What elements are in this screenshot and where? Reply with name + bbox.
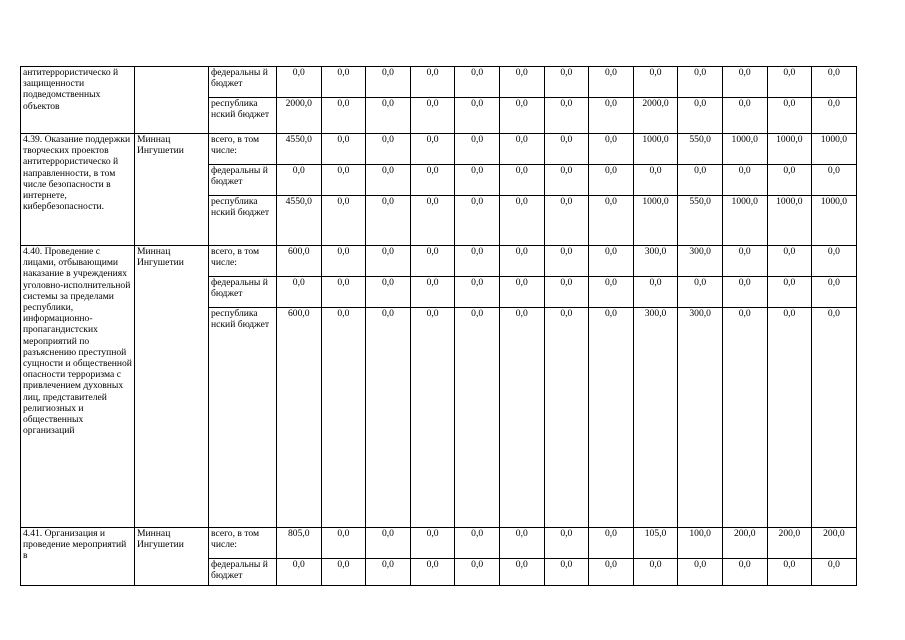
amount-cell: 0,0 (722, 67, 767, 98)
amount-cell: 0,0 (812, 67, 857, 98)
amount-cell: 0,0 (455, 134, 500, 165)
amount-cell: 0,0 (544, 196, 589, 246)
amount-cell: 0,0 (767, 246, 812, 277)
amount-cell: 0,0 (410, 277, 455, 308)
amount-cell: 0,0 (277, 165, 322, 196)
funding-source: всего, в том числе: (209, 528, 277, 559)
amount-cell: 805,0 (277, 528, 322, 559)
amount-cell: 1000,0 (812, 134, 857, 165)
amount-cell: 1000,0 (767, 196, 812, 246)
amount-cell: 200,0 (767, 528, 812, 559)
amount-cell: 0,0 (812, 165, 857, 196)
amount-cell: 0,0 (455, 165, 500, 196)
measure-executor: Миннац Ингушетии (135, 528, 209, 586)
measure-description: 4.39. Оказание поддержки творческих проектов антитеррористическо й направленности, в том числе безопасности в интернете, кибербезопасности. (21, 134, 135, 246)
amount-cell: 0,0 (321, 67, 366, 98)
measure-executor: Миннац Ингушетии (135, 246, 209, 528)
funding-source: федеральны й бюджет (209, 559, 277, 586)
amount-cell: 0,0 (321, 277, 366, 308)
amount-cell: 0,0 (410, 67, 455, 98)
amount-cell: 0,0 (321, 528, 366, 559)
amount-cell: 600,0 (277, 246, 322, 277)
amount-cell: 1000,0 (812, 196, 857, 246)
funding-source: всего, в том числе: (209, 246, 277, 277)
amount-cell: 0,0 (678, 165, 723, 196)
amount-cell: 200,0 (812, 528, 857, 559)
amount-cell: 0,0 (678, 98, 723, 134)
amount-cell: 0,0 (589, 246, 634, 277)
amount-cell: 0,0 (589, 559, 634, 586)
amount-cell: 1000,0 (767, 134, 812, 165)
amount-cell: 0,0 (678, 67, 723, 98)
amount-cell: 0,0 (812, 98, 857, 134)
amount-cell: 0,0 (589, 528, 634, 559)
amount-cell: 600,0 (277, 308, 322, 528)
funding-source: федеральны й бюджет (209, 165, 277, 196)
amount-cell: 0,0 (321, 98, 366, 134)
amount-cell: 0,0 (633, 165, 678, 196)
amount-cell: 0,0 (589, 308, 634, 528)
amount-cell: 0,0 (544, 528, 589, 559)
amount-cell: 0,0 (410, 196, 455, 246)
amount-cell: 0,0 (410, 165, 455, 196)
measure-executor: Миннац Ингушетии (135, 134, 209, 246)
amount-cell: 0,0 (544, 67, 589, 98)
amount-cell: 0,0 (499, 277, 544, 308)
amount-cell: 0,0 (767, 98, 812, 134)
amount-cell: 0,0 (366, 308, 411, 528)
amount-cell: 0,0 (410, 559, 455, 586)
amount-cell: 0,0 (321, 246, 366, 277)
amount-cell: 0,0 (499, 134, 544, 165)
amount-cell: 0,0 (455, 308, 500, 528)
amount-cell: 0,0 (633, 559, 678, 586)
amount-cell: 0,0 (499, 559, 544, 586)
amount-cell: 0,0 (499, 98, 544, 134)
table-body (21, 67, 857, 586)
amount-cell: 0,0 (812, 559, 857, 586)
amount-cell: 0,0 (410, 308, 455, 528)
amount-cell: 0,0 (589, 165, 634, 196)
amount-cell: 300,0 (678, 246, 723, 277)
amount-cell: 0,0 (366, 246, 411, 277)
amount-cell: 0,0 (499, 308, 544, 528)
amount-cell: 1000,0 (633, 134, 678, 165)
amount-cell: 0,0 (812, 308, 857, 528)
amount-cell: 0,0 (767, 559, 812, 586)
measure-description: антитеррористическо й защищенности подведомственных объектов (21, 67, 135, 134)
amount-cell: 0,0 (499, 246, 544, 277)
amount-cell: 0,0 (366, 559, 411, 586)
amount-cell: 300,0 (678, 308, 723, 528)
amount-cell: 0,0 (499, 67, 544, 98)
amount-cell: 0,0 (589, 277, 634, 308)
amount-cell: 0,0 (722, 165, 767, 196)
amount-cell: 300,0 (633, 246, 678, 277)
amount-cell: 0,0 (812, 277, 857, 308)
amount-cell: 0,0 (455, 98, 500, 134)
amount-cell: 0,0 (455, 67, 500, 98)
amount-cell: 0,0 (410, 246, 455, 277)
amount-cell: 4550,0 (277, 196, 322, 246)
amount-cell: 0,0 (678, 277, 723, 308)
amount-cell: 0,0 (633, 277, 678, 308)
amount-cell: 0,0 (455, 277, 500, 308)
budget-table (20, 66, 857, 586)
amount-cell: 0,0 (455, 559, 500, 586)
amount-cell: 0,0 (455, 196, 500, 246)
amount-cell: 300,0 (633, 308, 678, 528)
amount-cell: 0,0 (722, 559, 767, 586)
measure-description: 4.41. Организация и проведение мероприятий в (21, 528, 135, 586)
amount-cell: 0,0 (321, 559, 366, 586)
funding-source: республика нский бюджет (209, 98, 277, 134)
amount-cell: 0,0 (767, 277, 812, 308)
amount-cell: 0,0 (321, 196, 366, 246)
amount-cell: 0,0 (366, 165, 411, 196)
amount-cell: 0,0 (678, 559, 723, 586)
amount-cell: 0,0 (767, 308, 812, 528)
amount-cell: 0,0 (366, 67, 411, 98)
amount-cell: 0,0 (722, 277, 767, 308)
amount-cell: 0,0 (366, 134, 411, 165)
amount-cell: 0,0 (410, 528, 455, 559)
table-row (21, 67, 857, 98)
table-row (21, 134, 857, 165)
amount-cell: 0,0 (544, 559, 589, 586)
funding-source: республика нский бюджет (209, 196, 277, 246)
amount-cell: 0,0 (455, 246, 500, 277)
amount-cell: 0,0 (544, 98, 589, 134)
amount-cell: 0,0 (589, 196, 634, 246)
amount-cell: 0,0 (812, 246, 857, 277)
funding-source: всего, в том числе: (209, 134, 277, 165)
amount-cell: 0,0 (544, 277, 589, 308)
amount-cell: 0,0 (321, 134, 366, 165)
measure-executor (135, 67, 209, 134)
amount-cell: 0,0 (499, 165, 544, 196)
amount-cell: 0,0 (767, 165, 812, 196)
amount-cell: 0,0 (722, 98, 767, 134)
amount-cell: 0,0 (499, 528, 544, 559)
amount-cell: 0,0 (544, 246, 589, 277)
amount-cell: 550,0 (678, 134, 723, 165)
funding-source: федеральны й бюджет (209, 277, 277, 308)
table-row (21, 528, 857, 559)
table-row (21, 246, 857, 277)
amount-cell: 0,0 (455, 528, 500, 559)
amount-cell: 0,0 (277, 559, 322, 586)
funding-source: республика нский бюджет (209, 308, 277, 528)
amount-cell: 0,0 (410, 134, 455, 165)
amount-cell: 0,0 (544, 134, 589, 165)
amount-cell: 0,0 (410, 98, 455, 134)
amount-cell: 0,0 (366, 528, 411, 559)
amount-cell: 0,0 (589, 67, 634, 98)
measure-description: 4.40. Проведение с лицами, отбывающими наказание в учреждениях уголовно-исполнительной системы за пределами республики, информационно-пропагандистских мероприятий по разъяснению преступной сущности и общественной опасности терроризма с привлечением духовных лиц, представителей религиозных и общественных организаций (21, 246, 135, 528)
amount-cell: 1000,0 (722, 196, 767, 246)
amount-cell: 0,0 (366, 277, 411, 308)
amount-cell: 4550,0 (277, 134, 322, 165)
amount-cell: 105,0 (633, 528, 678, 559)
amount-cell: 0,0 (366, 196, 411, 246)
amount-cell: 0,0 (321, 308, 366, 528)
amount-cell: 0,0 (277, 277, 322, 308)
amount-cell: 0,0 (499, 196, 544, 246)
amount-cell: 0,0 (277, 67, 322, 98)
amount-cell: 0,0 (544, 165, 589, 196)
amount-cell: 0,0 (544, 308, 589, 528)
amount-cell: 1000,0 (633, 196, 678, 246)
amount-cell: 550,0 (678, 196, 723, 246)
amount-cell: 2000,0 (633, 98, 678, 134)
amount-cell: 1000,0 (722, 134, 767, 165)
amount-cell: 0,0 (722, 308, 767, 528)
amount-cell: 0,0 (589, 98, 634, 134)
amount-cell: 2000,0 (277, 98, 322, 134)
funding-source: федеральны й бюджет (209, 67, 277, 98)
amount-cell: 0,0 (321, 165, 366, 196)
amount-cell: 0,0 (767, 67, 812, 98)
amount-cell: 0,0 (722, 246, 767, 277)
amount-cell: 0,0 (589, 134, 634, 165)
amount-cell: 0,0 (366, 98, 411, 134)
amount-cell: 200,0 (722, 528, 767, 559)
amount-cell: 100,0 (678, 528, 723, 559)
amount-cell: 0,0 (633, 67, 678, 98)
